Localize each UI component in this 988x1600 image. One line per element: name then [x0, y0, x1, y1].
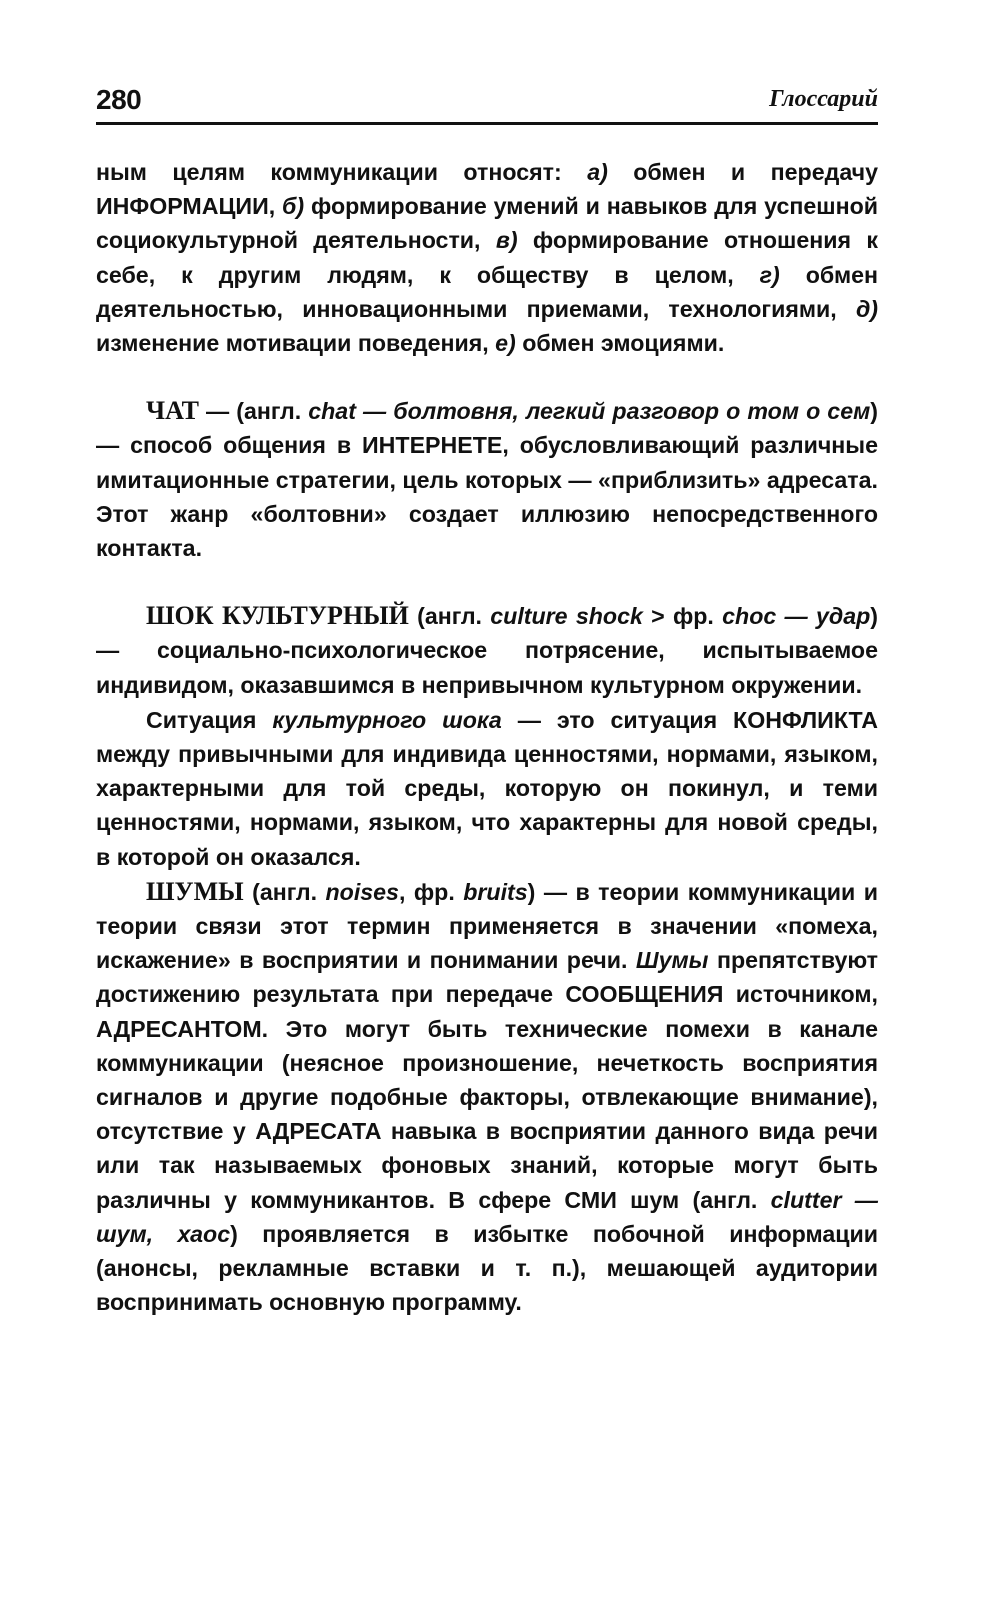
- entry-culture-shock: ШОК КУЛЬТУРНЫЙ (англ. culture shock > фр. choc — удар) — социально-психологическое потрясение, испытываемое индивидом, оказавшимся в непривычном культурном окружении.: [96, 601, 879, 698]
- section-title: Глоссарий: [769, 86, 878, 112]
- entry-chat: ЧАТ — (англ. chat — болтовня, легкий разговор о том о сем) — способ общения в ИНТЕРНЕТЕ, обусловливающий различные имитационные стратегии, цель которых — «приблизить» адресата. Этот жанр «болтовни» создает иллюзию непосредственного контакта.: [96, 396, 878, 562]
- term-noise: ШУМЫ: [146, 876, 244, 906]
- entry-noise: ШУМЫ (англ. noises, фр. bruits) — в теории коммуникации и теории связи этот термин применяется в значении «помеха, искажение» в восприятии и понимании речи. Шумы препятствуют достижению результата при передаче СООБЩЕНИЯ источником, АДРЕСАНТОМ. Это могут быть технические помехи в канале коммуникации (неясное произношение, нечеткость восприятия сигналов и другие подобные факторы, отвлекающие внимание), отсутствие у АДРЕСАТА навыка в восприятии данного вида речи или так называемых фоновых знаний, которые могут быть различны у коммуникантов. В сфере СМИ шум (англ. clutter — шум, хаос) проявляется в избытке побочной информации (анонсы, рекламные вставки и т. п.), мешающей аудитории воспринимать основную программу.: [96, 876, 878, 1316]
- continuation-paragraph: ным целям коммуникации относят: а) обмен и передачу ИНФОРМАЦИИ, б) формирование умений и навыков для успешной социокультурной деятельности, в) формирование отношения к себе, к другим людям, к обществу в целом, г) обмен деятельностью, инновационными приемами, технологиями, д) изменение мотивации поведения, е) обмен эмоциями.: [96, 159, 879, 357]
- glossary-body: [96, 155, 878, 1320]
- term-chat: ЧАТ: [146, 396, 199, 426]
- term-culture-shock: ШОК КУЛЬТУРНЫЙ: [146, 601, 409, 631]
- book-page: [96, 82, 878, 1320]
- culture-shock-situation-paragraph: Ситуация культурного шока — это ситуация КОНФЛИКТА между привычными для индивида ценностями, нормами, языком, характерными для той среды, которую он покинул, и теми ценностями, нормами, языком, что характерны для новой среды, в которой он оказался.: [96, 706, 878, 870]
- running-head: [96, 82, 878, 125]
- page-number: 280: [96, 84, 142, 115]
